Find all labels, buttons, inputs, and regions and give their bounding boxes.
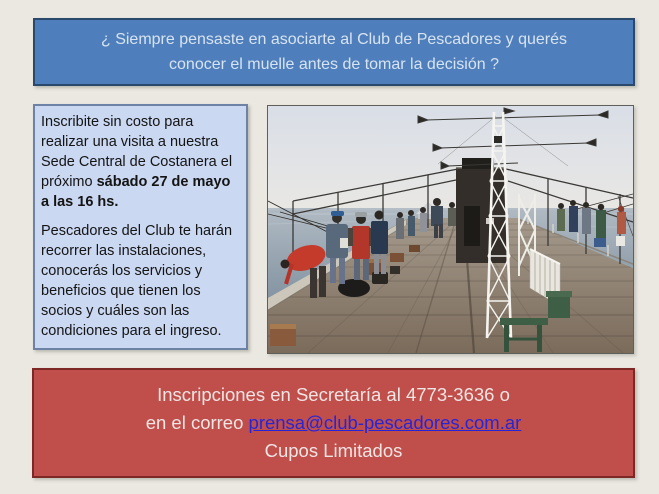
invitation-paragraph-2: Pescadores del Club te harán recorrer las instalaciones, conocerás los servicios y beneficios que tienen los socios y cuáles son las condiciones para el ingreso.: [41, 223, 233, 339]
question-banner-text: ¿ Siempre pensaste en asociarte al Club de Pescadores y querés conocer el muelle antes de tomar la decisión ?: [100, 31, 568, 73]
inscription-line-phone: Inscripciones en Secretaría al 4773-3636 o: [157, 384, 510, 405]
invitation-info-box: [33, 104, 248, 350]
invitation-paragraph-1: [41, 112, 240, 212]
inscription-email-prefix: en el correo: [145, 412, 249, 433]
invitation-date-bold: sábado 27 de mayo a las 16 hs.: [41, 174, 231, 210]
email-link[interactable]: prensa@club-pescadores.com.ar: [248, 412, 522, 433]
pier-photo-svg: [268, 106, 633, 353]
photo-sky: [268, 106, 633, 218]
inscription-line-email: [146, 409, 522, 437]
inscription-banner: [32, 368, 635, 478]
invitation-paragraph-1-regular: Inscribite sin costo para realizar una visita a nuestra Sede Central de Costanera el próximo: [41, 114, 233, 190]
pier-photo: [267, 105, 634, 354]
question-banner: [33, 18, 635, 86]
inscription-line-cupos: Cupos Limitados: [264, 440, 403, 461]
photo-hut: [456, 158, 506, 263]
